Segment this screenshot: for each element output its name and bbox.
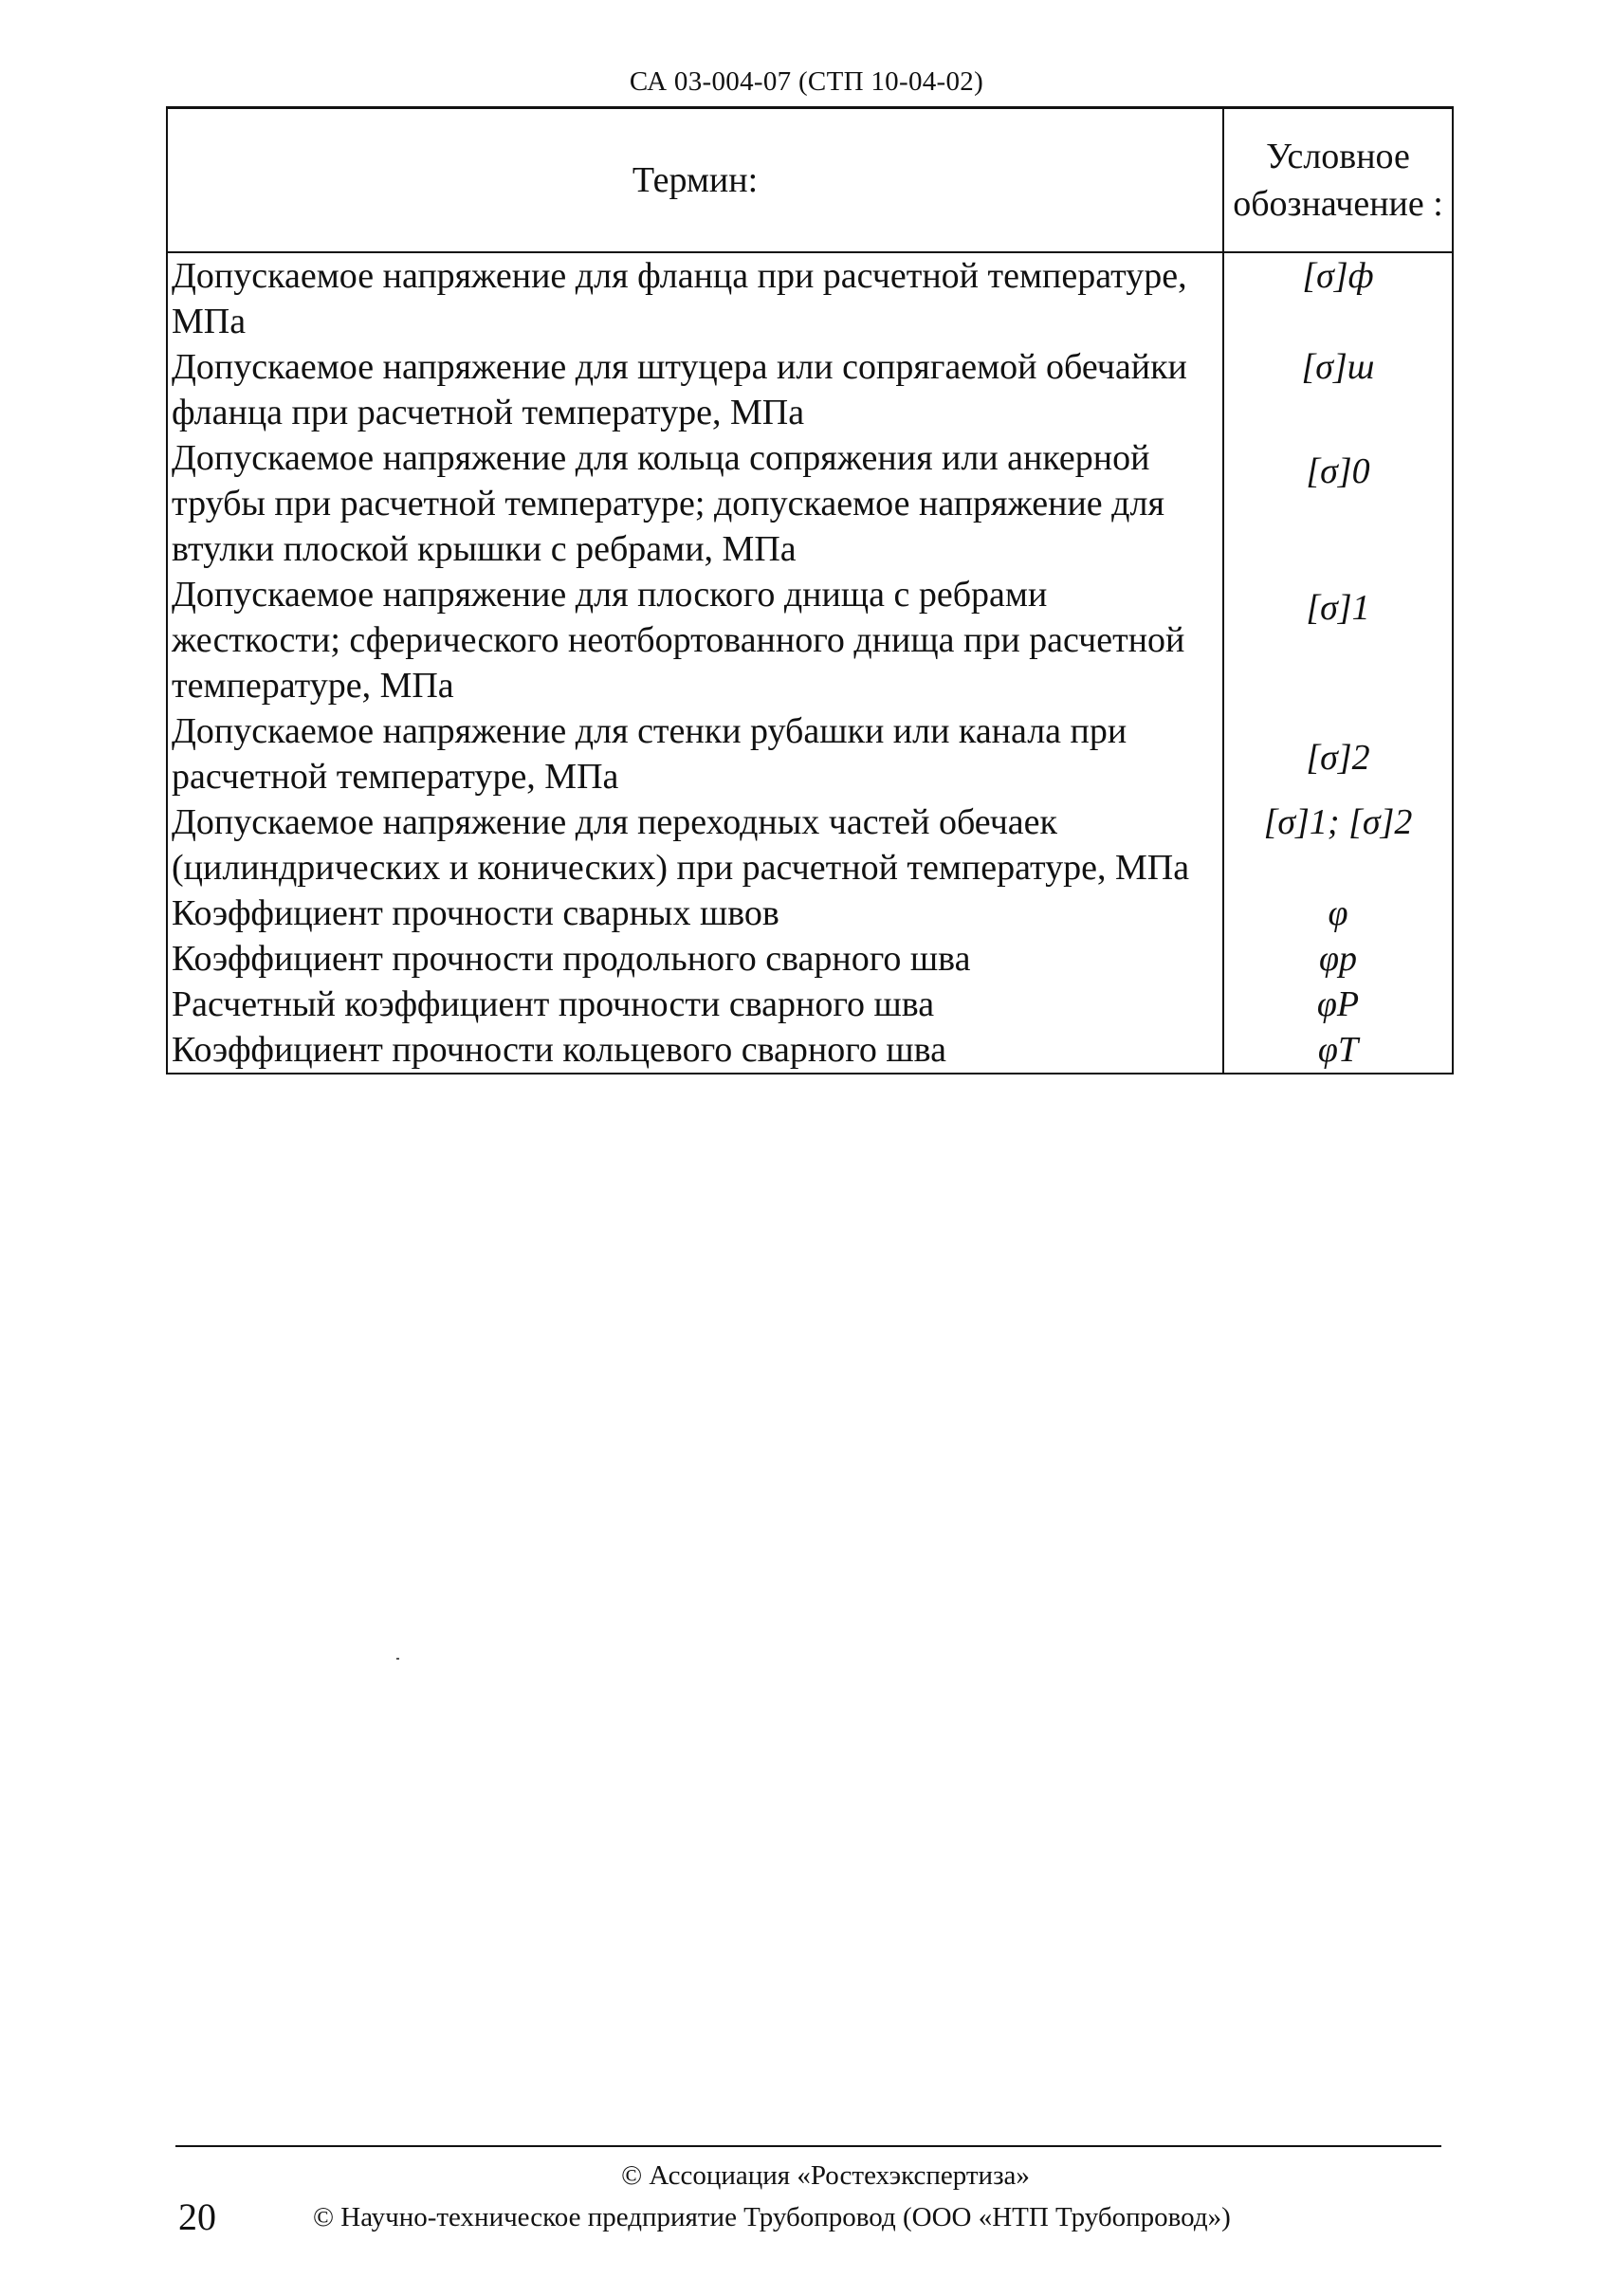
symbol-cell: [σ]ш [1223,344,1453,435]
symbol-cell: φ [1223,891,1453,936]
symbol-cell: [σ]1 [1223,572,1453,708]
term-cell: Допускаемое напряжение для плоского днища с ребрами жесткости; сферического неотбортованного днища при расчетной температуре, МПа [167,572,1223,708]
table-row [167,708,1453,799]
table-row [167,435,1453,572]
table-row [167,936,1453,982]
table-row [167,252,1453,344]
terms-table-header [167,108,1453,253]
footer-copyright-company: © Научно-техническое предприятие Трубопровод (ООО «НТП Трубопровод») [313,2202,1231,2232]
table-row [167,344,1453,435]
table-row [167,572,1453,708]
table-row [167,891,1453,936]
table-row [167,1027,1453,1074]
footer-divider [175,2145,1441,2147]
term-cell: Коэффициент прочности кольцевого сварного шва [167,1027,1223,1074]
symbol-cell: [σ]ф [1223,252,1453,344]
document-code-header: СА 03-004-07 (СТП 10-04-02) [629,66,984,97]
symbol-cell: φp [1223,936,1453,982]
footer-copyright-association: © Ассоциация «Ростехэкспертиза» [621,2160,1030,2191]
symbol-cell: φP [1223,982,1453,1027]
page-number: 20 [178,2195,216,2238]
table-row [167,799,1453,891]
symbol-cell: [σ]1; [σ]2 [1223,799,1453,891]
term-cell: Допускаемое напряжение для штуцера или сопрягаемой обечайки фланца при расчетной температуре, МПа [167,344,1223,435]
column-header-term: Термин: [167,108,1223,253]
term-cell: Допускаемое напряжение для переходных частей обечаек (цилиндрических и конических) при расчетной температуре, МПа [167,799,1223,891]
symbol-cell: [σ]2 [1223,708,1453,799]
term-cell: Допускаемое напряжение для фланца при расчетной температуре, МПа [167,252,1223,344]
header-row [167,108,1453,253]
terms-table [166,106,1454,1075]
term-cell: Расчетный коэффициент прочности сварного шва [167,982,1223,1027]
terms-table-body [167,252,1453,1074]
term-cell: Коэффициент прочности продольного сварного шва [167,936,1223,982]
table-row [167,982,1453,1027]
term-cell: Коэффициент прочности сварных швов [167,891,1223,936]
term-cell: Допускаемое напряжение для стенки рубашки или канала при расчетной температуре, МПа [167,708,1223,799]
scan-artifact-mark [396,1658,399,1660]
symbol-cell: [σ]0 [1223,435,1453,572]
column-header-symbol: Условное обозначение : [1223,108,1453,253]
symbol-cell: φT [1223,1027,1453,1074]
term-cell: Допускаемое напряжение для кольца сопряжения или анкерной трубы при расчетной температуре; допускаемое напряжение для втулки плоской крышки с ребрами, МПа [167,435,1223,572]
